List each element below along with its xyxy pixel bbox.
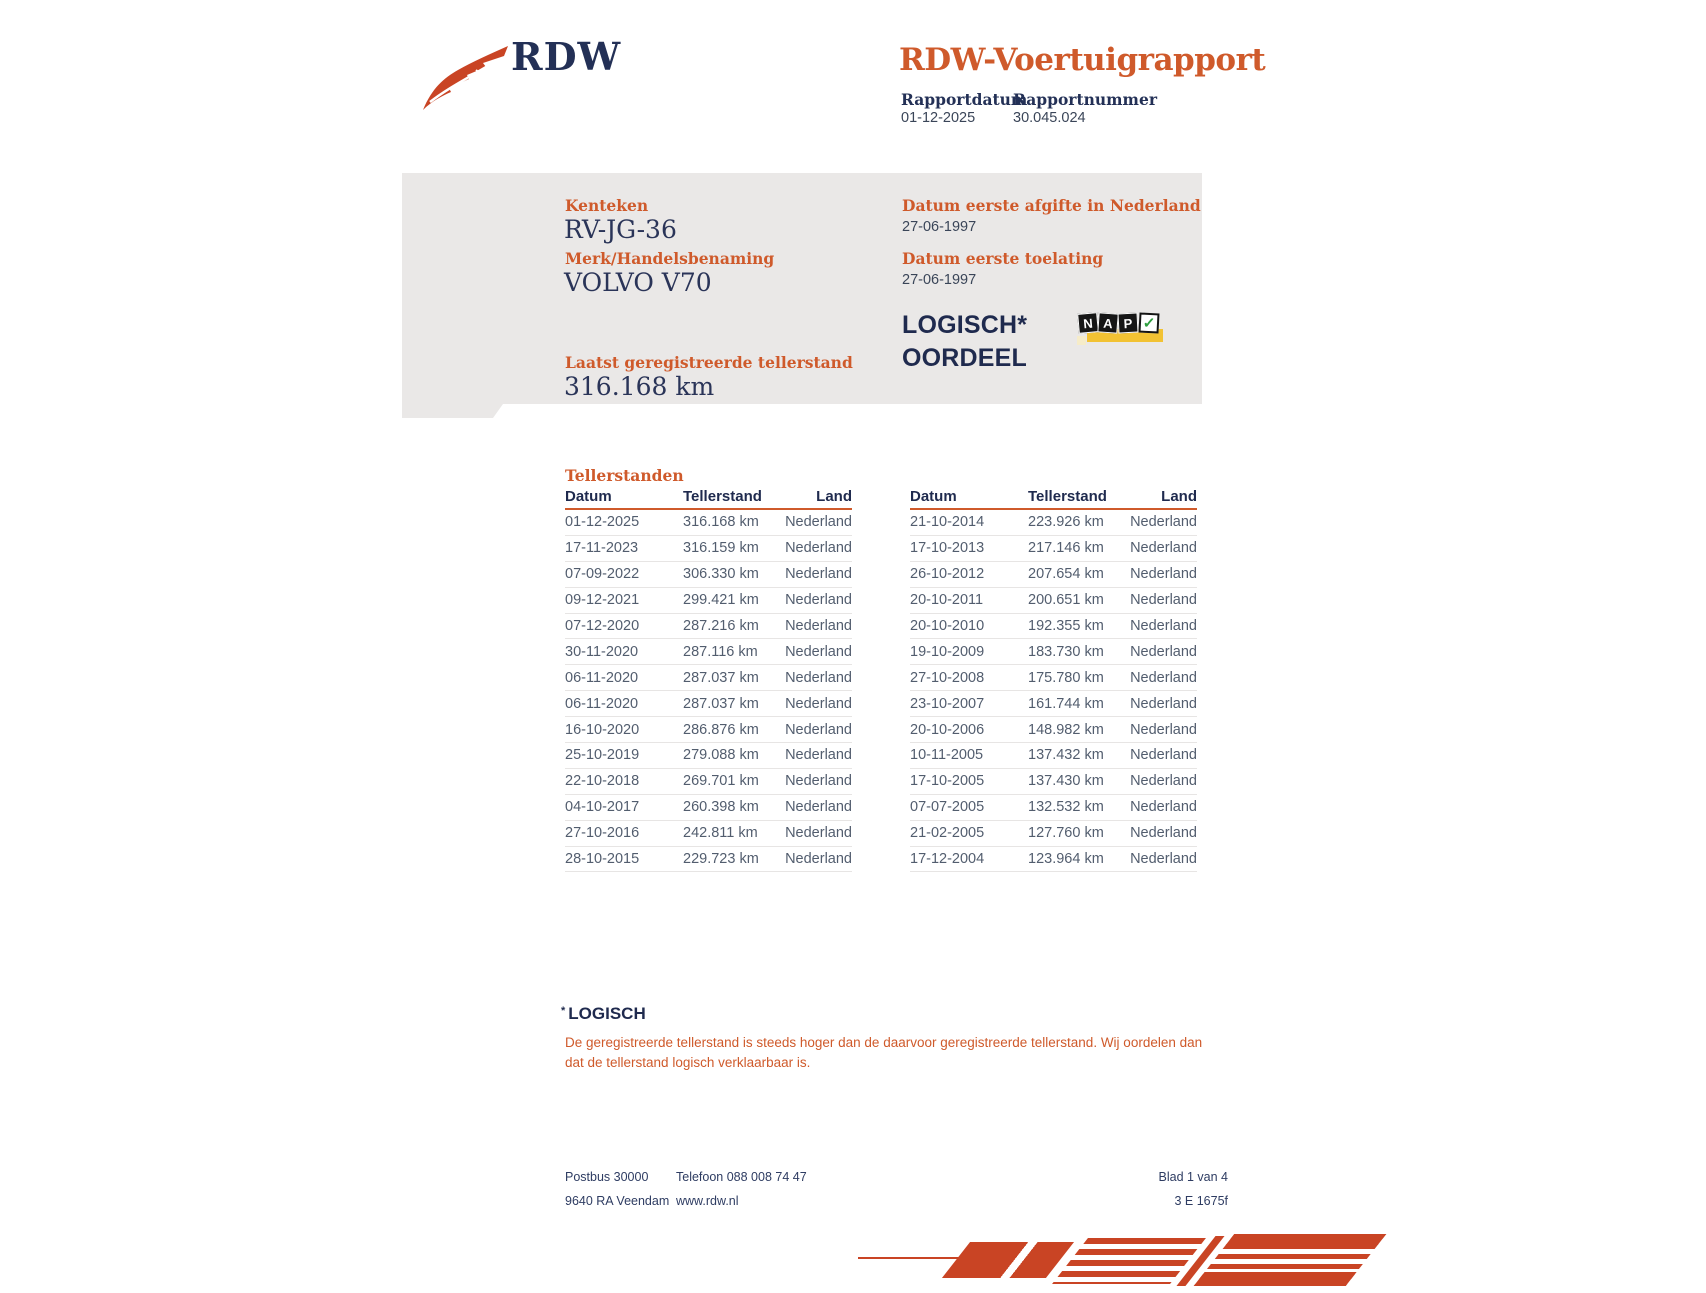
footer-form-code: 3 E 1675f: [1174, 1194, 1228, 1208]
table-row: [565, 536, 852, 562]
row-date: 07-09-2022: [565, 566, 640, 583]
row-odometer: 137.432 km: [1028, 747, 1104, 764]
table-row: [910, 588, 1197, 614]
table-row: [910, 639, 1197, 665]
report-number-label: Rapportnummer: [1013, 90, 1157, 109]
table-row: [910, 665, 1197, 691]
row-date: 20-10-2006: [910, 721, 985, 738]
table-row: [565, 639, 852, 665]
row-date: 21-02-2005: [910, 825, 985, 842]
row-odometer: 200.651 km: [1028, 592, 1104, 609]
last-odometer-label: Laatst geregistreerde tellerstand: [565, 353, 853, 372]
row-country: Nederland: [1130, 618, 1197, 634]
table-row: [565, 614, 852, 640]
row-country: Nederland: [785, 851, 852, 868]
row-odometer: 260.398 km: [683, 799, 759, 816]
table-row: [565, 743, 852, 769]
brand-label: Merk/Handelsbenaming: [565, 249, 775, 268]
table-body: [910, 510, 1197, 872]
row-date: 06-11-2020: [565, 695, 639, 712]
row-country: Nederland: [785, 799, 852, 816]
row-date: 04-10-2017: [565, 799, 640, 816]
row-odometer: 316.159 km: [683, 540, 759, 557]
row-date: 17-10-2005: [910, 773, 985, 790]
column-header-date: Datum: [565, 488, 612, 505]
table-row: [910, 821, 1197, 847]
table-row: [565, 562, 852, 588]
row-date: 17-10-2013: [910, 540, 985, 557]
table-row: [565, 665, 852, 691]
table-row: [565, 588, 852, 614]
row-country: Nederland: [785, 721, 852, 738]
row-odometer: 223.926 km: [1028, 514, 1104, 531]
row-date: 19-10-2009: [910, 643, 985, 660]
table-row: [910, 614, 1197, 640]
first-issue-value: 27-06-1997: [902, 219, 977, 235]
odometer-section-title: Tellerstanden: [565, 466, 684, 485]
odometer-table-right: [910, 488, 1197, 872]
row-country: Nederland: [1130, 851, 1197, 868]
row-odometer: 132.532 km: [1028, 799, 1104, 816]
column-header-country: Land: [1161, 488, 1197, 505]
row-odometer: 207.654 km: [1028, 566, 1104, 583]
column-header-odometer: Tellerstand: [683, 488, 762, 505]
table-row: [565, 691, 852, 717]
first-admission-value: 27-06-1997: [902, 272, 977, 288]
table-row: [910, 795, 1197, 821]
column-header-country: Land: [816, 488, 852, 505]
table-row: [910, 743, 1197, 769]
row-date: 30-11-2020: [565, 643, 639, 660]
row-date: 28-10-2015: [565, 851, 640, 868]
row-country: Nederland: [1130, 695, 1197, 712]
column-header-date: Datum: [910, 488, 957, 505]
footer-page-indicator: Blad 1 van 4: [1158, 1170, 1228, 1184]
report-date-value: 01-12-2025: [901, 110, 976, 126]
report-number-value: 30.045.024: [1013, 110, 1086, 126]
row-country: Nederland: [785, 669, 852, 686]
row-country: Nederland: [1130, 669, 1197, 686]
report-date-label: Rapportdatum: [901, 90, 1028, 109]
note-asterisk: *: [561, 1005, 566, 1017]
license-plate-label: Kenteken: [565, 196, 649, 215]
row-odometer: 148.982 km: [1028, 721, 1104, 738]
row-odometer: 306.330 km: [683, 566, 759, 583]
table-row: [565, 769, 852, 795]
row-date: 16-10-2020: [565, 721, 640, 738]
row-odometer: 123.964 km: [1028, 851, 1104, 868]
row-country: Nederland: [1130, 643, 1197, 660]
footer-address-line1: Postbus 30000: [565, 1170, 649, 1184]
row-country: Nederland: [1130, 773, 1197, 790]
license-plate-value: RV-JG-36: [564, 215, 677, 244]
row-country: Nederland: [1130, 540, 1197, 557]
row-date: 06-11-2020: [565, 669, 639, 686]
nap-letter-a: A: [1097, 312, 1118, 333]
nap-judgement-text: [902, 309, 1027, 375]
footer-phone: Telefoon 088 008 74 47: [676, 1170, 807, 1184]
nap-letter-n: N: [1077, 312, 1099, 334]
row-country: Nederland: [785, 643, 852, 660]
row-country: Nederland: [785, 566, 852, 583]
first-admission-label: Datum eerste toelating: [902, 249, 1104, 268]
row-odometer: 279.088 km: [683, 747, 759, 764]
row-odometer: 217.146 km: [1028, 540, 1104, 557]
row-date: 27-10-2016: [565, 825, 640, 842]
row-odometer: 299.421 km: [683, 592, 759, 609]
speedmark-striped-block-shape: [1194, 1234, 1387, 1286]
table-row: [565, 847, 852, 873]
row-date: 23-10-2007: [910, 695, 985, 712]
table-row: [910, 510, 1197, 536]
table-body: [565, 510, 852, 872]
row-odometer: 175.780 km: [1028, 669, 1104, 686]
row-odometer: 161.744 km: [1028, 695, 1104, 712]
table-row: [565, 510, 852, 536]
note-title: [561, 1004, 646, 1024]
row-date: 10-11-2005: [910, 747, 984, 764]
row-odometer: 287.037 km: [683, 695, 759, 712]
rdw-feather-logo-icon: [420, 44, 512, 114]
row-odometer: 286.876 km: [683, 721, 759, 738]
row-country: Nederland: [785, 540, 852, 557]
table-row: [910, 536, 1197, 562]
rdw-speedmark-graphic: [858, 1233, 1328, 1293]
footer-website: www.rdw.nl: [676, 1194, 739, 1208]
table-row: [565, 795, 852, 821]
table-header: [910, 488, 1197, 510]
row-odometer: 127.760 km: [1028, 825, 1104, 842]
table-row: [910, 769, 1197, 795]
row-country: Nederland: [785, 514, 852, 531]
row-country: Nederland: [1130, 747, 1197, 764]
row-odometer: 229.723 km: [683, 851, 759, 868]
row-country: Nederland: [1130, 592, 1197, 609]
row-date: 26-10-2012: [910, 566, 985, 583]
table-row: [565, 821, 852, 847]
row-date: 17-11-2023: [565, 540, 639, 557]
row-country: Nederland: [1130, 799, 1197, 816]
row-country: Nederland: [785, 618, 852, 634]
row-date: 20-10-2010: [910, 618, 985, 634]
row-date: 17-12-2004: [910, 851, 985, 868]
row-date: 21-10-2014: [910, 514, 985, 531]
nap-letter-p: P: [1117, 312, 1138, 333]
note-title-text: LOGISCH: [568, 1004, 646, 1023]
row-date: 01-12-2025: [565, 514, 640, 531]
row-country: Nederland: [1130, 514, 1197, 531]
brand-value: VOLVO V70: [564, 268, 712, 297]
row-country: Nederland: [1130, 721, 1197, 738]
row-date: 07-12-2020: [565, 618, 640, 634]
row-date: 09-12-2021: [565, 592, 640, 609]
row-country: Nederland: [1130, 566, 1197, 583]
footer-address-line2: 9640 RA Veendam: [565, 1194, 670, 1208]
row-odometer: 269.701 km: [683, 773, 759, 790]
row-country: Nederland: [785, 773, 852, 790]
row-odometer: 242.811 km: [683, 825, 758, 842]
table-row: [910, 691, 1197, 717]
row-odometer: 287.216 km: [683, 618, 759, 634]
first-issue-label: Datum eerste afgifte in Nederland: [902, 196, 1201, 215]
row-odometer: 287.037 km: [683, 669, 759, 686]
page-title: RDW-Voertuigrapport: [899, 42, 1266, 78]
row-country: Nederland: [785, 825, 852, 842]
note-body: De geregistreerde tellerstand is steeds hoger dan de daarvoor geregistreerde tellerstand. Wij oordelen dan dat de tellerstand logisch verklaarbaar is.: [565, 1035, 1203, 1070]
table-header: [565, 488, 852, 510]
nap-check-icon: ✓: [1138, 312, 1159, 333]
row-odometer: 287.116 km: [683, 643, 758, 660]
rdw-logo-text: RDW: [511, 34, 622, 79]
table-row: [910, 562, 1197, 588]
row-country: Nederland: [1130, 825, 1197, 842]
row-date: 22-10-2018: [565, 773, 640, 790]
table-row: [565, 717, 852, 743]
last-odometer-value: 316.168 km: [564, 372, 715, 401]
row-country: Nederland: [785, 747, 852, 764]
nap-logo: [1078, 313, 1164, 347]
odometer-table-left: [565, 488, 852, 872]
row-odometer: 183.730 km: [1028, 643, 1104, 660]
judgement-line1: LOGISCH*: [902, 311, 1028, 339]
judgement-line2: OORDEEL: [902, 344, 1028, 372]
row-date: 25-10-2019: [565, 747, 640, 764]
table-row: [910, 717, 1197, 743]
row-odometer: 137.430 km: [1028, 773, 1104, 790]
vehicle-panel-tab-shape: [402, 404, 503, 418]
row-odometer: 316.168 km: [683, 514, 759, 531]
nap-corner-shape: [1077, 336, 1086, 345]
row-country: Nederland: [785, 592, 852, 609]
row-date: 27-10-2008: [910, 669, 985, 686]
speedmark-block-shape: [942, 1242, 1074, 1278]
row-date: 07-07-2005: [910, 799, 985, 816]
column-header-odometer: Tellerstand: [1028, 488, 1107, 505]
row-country: Nederland: [785, 695, 852, 712]
row-odometer: 192.355 km: [1028, 618, 1104, 634]
table-row: [910, 847, 1197, 873]
row-date: 20-10-2011: [910, 592, 984, 609]
